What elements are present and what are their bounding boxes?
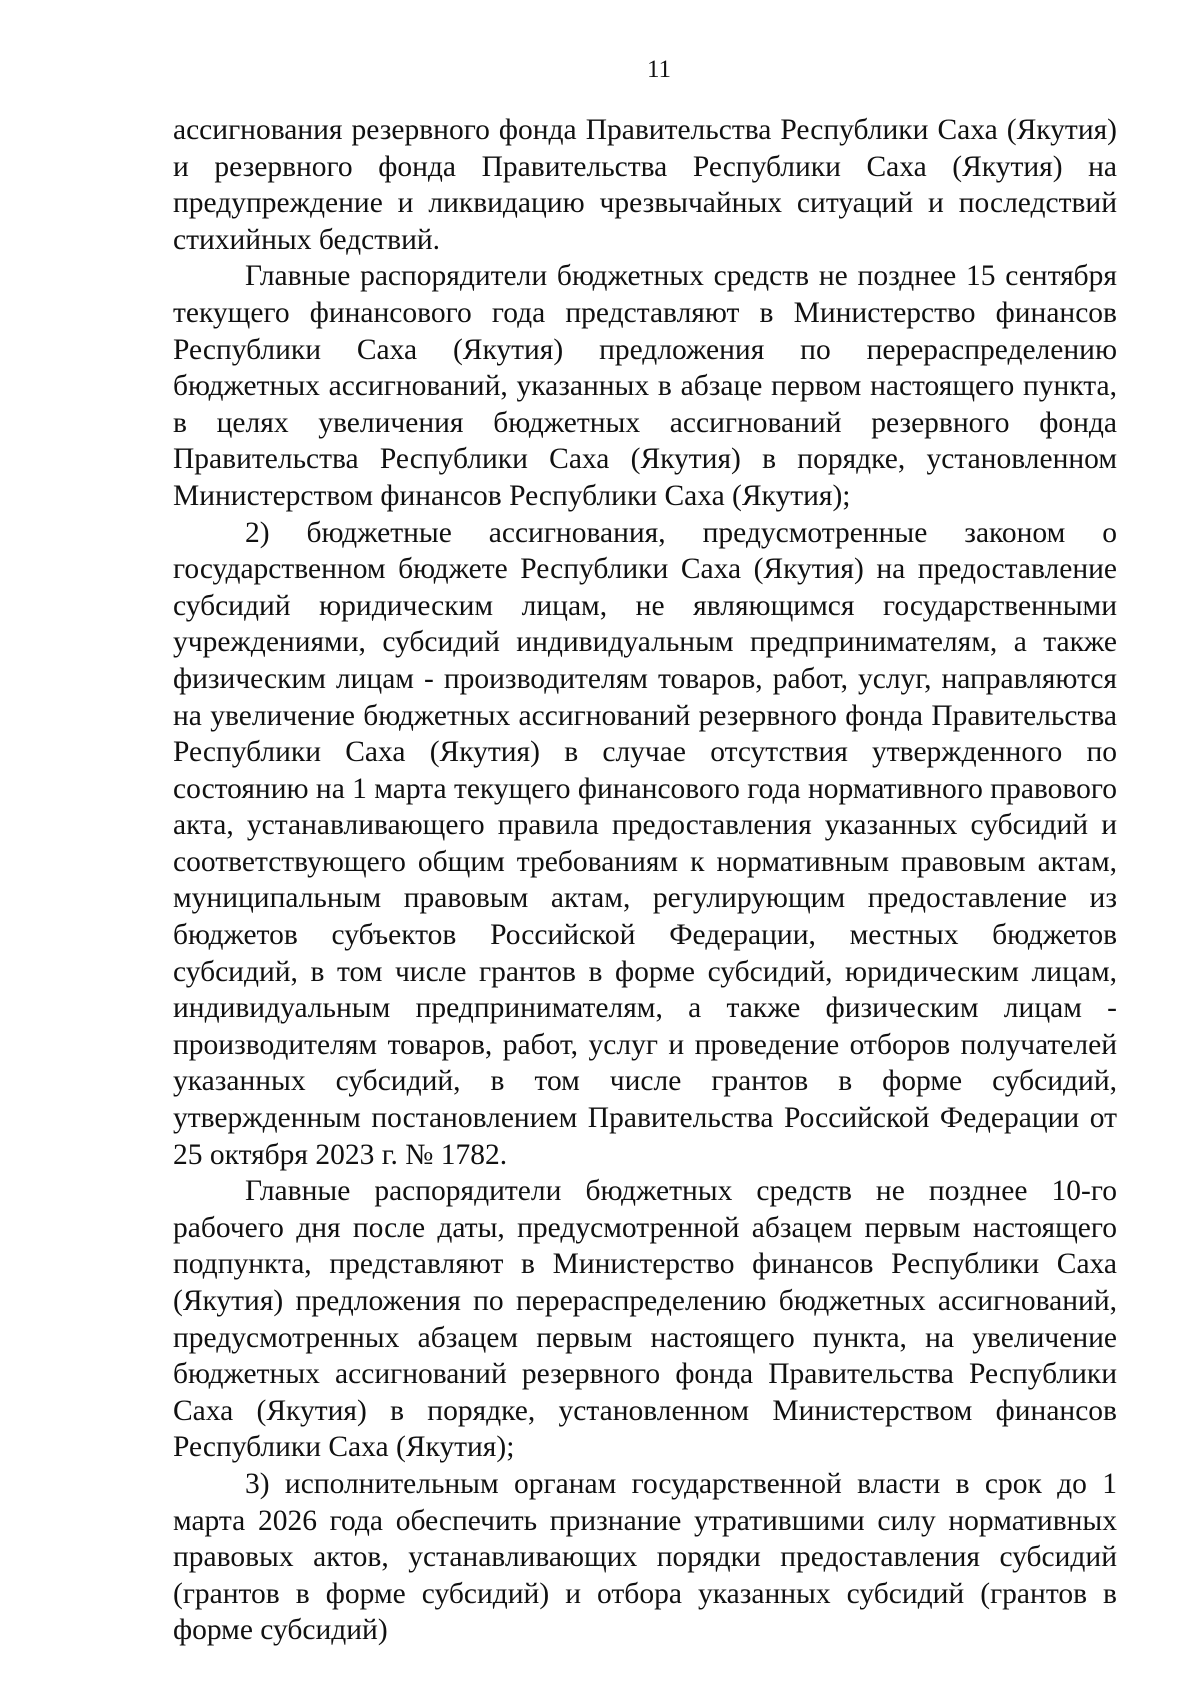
paragraph-main-distributors-deadline: Главные распорядители бюджетных средств не позднее 15 сентября текущего финансового года представляют в Министерство финансов Республики Саха (Якутия) предложения по перераспределению бюджетных ассигнований, указанных в абзаце первом настоящего пункта, в целях увеличения бюджетных ассигнований резервного фонда Правительства Республики Саха (Якутия) в порядке, установленном Министерством финансов Республики Саха (Якутия);	[173, 260, 1117, 512]
paragraph-continuation: ассигнования резервного фонда Правительства Республики Саха (Якутия) и резервного фонда Правительства Республики Саха (Якутия) на предупреждение и ликвидацию чрезвычайных ситуаций и последствий стихийных бедствий.	[173, 114, 1117, 256]
page-number: 11	[646, 56, 672, 83]
paragraph-item-2: 2) бюджетные ассигнования, предусмотренные законом о государственном бюджете Республики Саха (Якутия) на предоставление субсидий юридическим лицам, не являющимся государственными учреждениями, субсидий индивидуальным предпринимателям, а также физическим лицам - производителям товаров, работ, услуг, направляются на увеличение бюджетных ассигнований резервного фонда Правительства Республики Саха (Якутия) в случае отсутствия утвержденного по состоянию на 1 марта текущего финансового года нормативного правового акта, устанавливающего правила предоставления указанных субсидий и соответствующего общим требованиям к нормативным правовым актам, муниципальным правовым актам, регулирующим предоставление из бюджетов субъектов Российской Федерации, местных бюджетов субсидий, в том числе грантов в форме субсидий, юридическим лицам, индивидуальным предпринимателям, а также физическим лицам - производителям товаров, работ, услуг и проведение отборов получателей указанных субсидий, в том числе грантов в форме субсидий, утвержденным постановлением Правительства Российской Федерации от 25 октября 2023 г. № 1782.	[173, 516, 1117, 1171]
paragraph-item-3: 3) исполнительным органам государственной власти в срок до 1 марта 2026 года обеспечить признание утратившими силу нормативных правовых актов, устанавливающих порядки предоставления субсидий (грантов в форме субсидий) и отбора указанных субсидий (грантов в форме субсидий)	[173, 1467, 1117, 1647]
paragraph-main-distributors-10th-day: Главные распорядители бюджетных средств не позднее 10-го рабочего дня после даты, предусмотренной абзацем первым настоящего подпункта, представляют в Министерство финансов Республики Саха (Якутия) предложения по перераспределению бюджетных ассигнований, предусмотренных абзацем первым настоящего пункта, на увеличение бюджетных ассигнований резервного фонда Правительства Республики Саха (Якутия) в порядке, установленном Министерством финансов Республики Саха (Якутия);	[173, 1175, 1117, 1464]
document-body	[173, 112, 1117, 1649]
